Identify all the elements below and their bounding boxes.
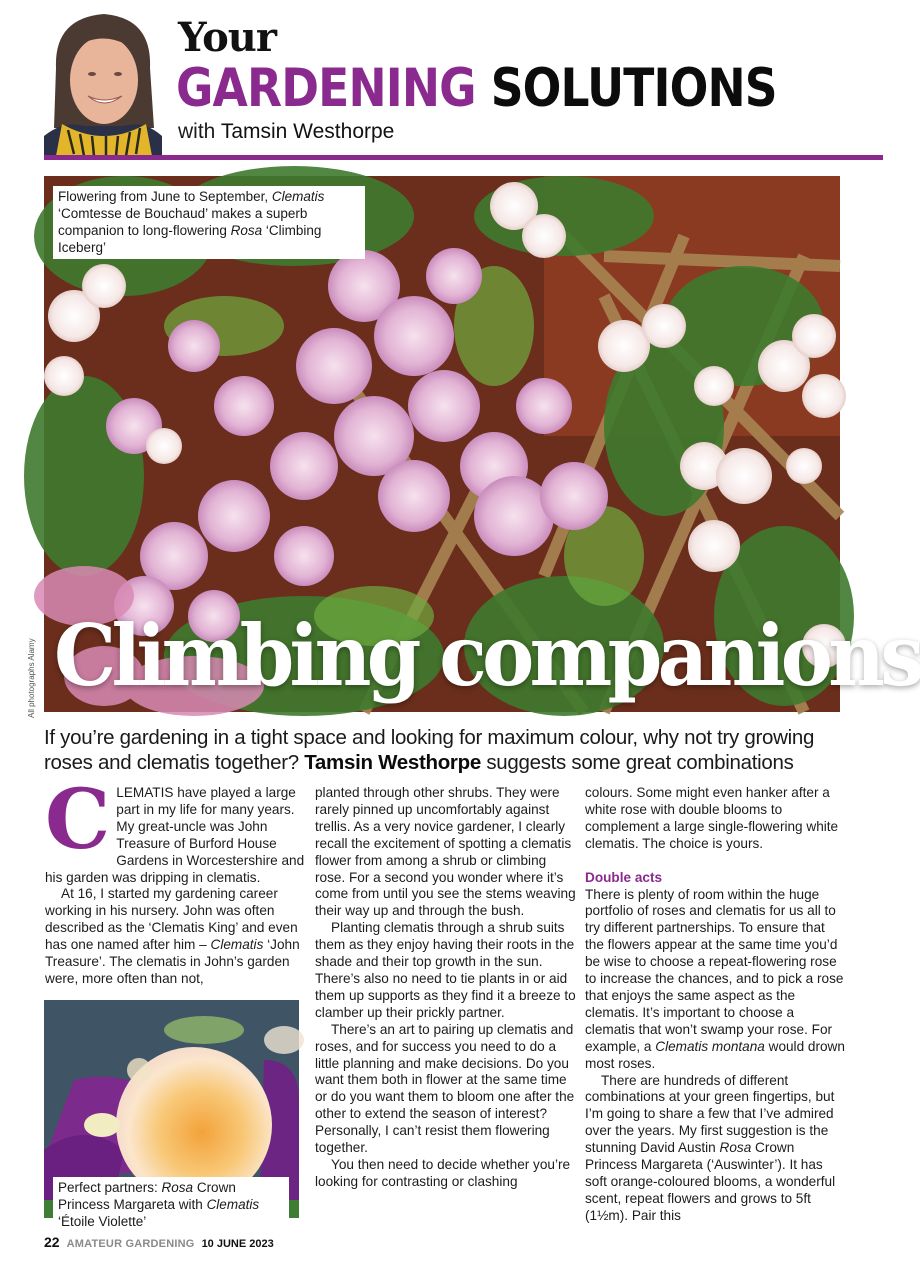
paragraph xyxy=(45,886,307,987)
hero-photo xyxy=(44,176,920,712)
author-portrait-image xyxy=(44,8,162,156)
standfirst-author: Tamsin Westhorpe xyxy=(304,751,481,774)
caption-genus: Rosa xyxy=(161,1180,194,1195)
paragraph xyxy=(45,772,307,886)
caption-genus: Rosa xyxy=(230,223,263,238)
paragraph-text: Crown Princess Margareta (‘Auswinter’). It has soft orange-coloured blooms, a wonderful scent, repeat flowers and grows to 5ft (1½m). Pair this xyxy=(585,1140,836,1223)
inset-photo xyxy=(44,1000,299,1229)
caption-genus: Clematis xyxy=(271,189,325,204)
paragraph-italic: Rosa xyxy=(719,1140,752,1156)
paragraph-italic: Clematis montana xyxy=(655,1038,765,1054)
inset-photo-caption xyxy=(53,1177,289,1232)
paragraph-italic: Clematis xyxy=(210,937,264,953)
header-title-main xyxy=(176,58,777,119)
paragraph: colours. Some might even hanker after a white rose with double blooms to complement a large single-flowering white clematis. The choice is yours. xyxy=(585,785,839,851)
subheading: Double acts xyxy=(585,869,663,885)
article-column-3 xyxy=(585,785,847,1225)
author-portrait xyxy=(44,8,162,156)
caption-text: Flowering from June to September, xyxy=(58,189,272,204)
paragraph-text: LEMATIS have played a large part in my life for many years. My great-uncle was John Treasure of Burford House Gardens in Worcestershire and his garden was dripping in clematis. xyxy=(45,785,305,885)
caption-genus: Clematis xyxy=(206,1197,260,1212)
drop-cap: C xyxy=(45,772,111,868)
paragraph-text: would drown most roses. xyxy=(585,1038,845,1071)
paragraph: You then need to decide whether you’re looking for contrasting or clashing xyxy=(315,1156,571,1189)
paragraph-text: There is plenty of room within the huge portfolio of roses and clematis for us all to try different partnerships. To ensure that the flowers appear at the same time you’d be wise to choose a repeat-flowering rose to increase the chances, and to pick a rose that enjoys the same aspect as the clematis. It’s important to choose a clematis that won’t swamp your rose. For example, a xyxy=(585,886,844,1054)
magazine-name: AMATEUR GARDENING xyxy=(66,1238,195,1250)
paragraph: There’s an art to pairing up clematis and roses, and for success you need to do a little planning and make decisions. Do you want them both in flower at the same time or do you want them to bloom one after the other to extend the season of interest? Personally, I can’t resist them flowering together. xyxy=(315,1021,575,1156)
caption-text: ‘Étoile Violette’ xyxy=(58,1214,147,1229)
page-header xyxy=(0,0,883,162)
photo-credit: All photographs Alamy xyxy=(27,638,36,718)
standfirst-text: If you’re gardening in a tight space and looking for maximum colour, why not try growing roses and clematis together? xyxy=(44,726,815,774)
page-footer xyxy=(44,1234,274,1250)
paragraph xyxy=(585,1073,847,1225)
header-byline xyxy=(178,120,394,144)
hero-photo-caption xyxy=(53,186,365,259)
byline-with: with xyxy=(178,120,216,143)
paragraph-text: At 16, I started my gardening career working in his nursery. John was often described as the ‘Clematis King’ and even has one named after him – xyxy=(45,886,298,953)
article-headline: Climbing companions xyxy=(54,606,920,705)
standfirst xyxy=(44,725,844,775)
header-divider xyxy=(44,155,883,160)
paragraph xyxy=(585,887,847,1073)
caption-text: ‘Climbing Iceberg’ xyxy=(58,223,322,255)
paragraph: Planting clematis through a shrub suits them as they enjoy having their roots in the shade and their top growth in the sun. There’s also no need to tie plants in or aid them up supports as they find it a breeze to clamber up their prickly partner. xyxy=(315,920,576,1020)
header-title-your: Your xyxy=(178,14,276,61)
article-column-2 xyxy=(315,785,577,1191)
byline-author: Tamsin Westhorpe xyxy=(220,120,395,143)
caption-text: Perfect partners: xyxy=(58,1180,162,1195)
article-column-1 xyxy=(45,772,307,988)
caption-text: ‘Comtesse de Bouchaud’ makes a superb companion to long-flowering xyxy=(58,206,308,238)
paragraph-text: There are hundreds of different combinations at your green fingertips, but I’m going to share a few that I’ve admired over the years. My first suggestion is the stunning David Austin xyxy=(585,1072,835,1156)
standfirst-text: suggests some great combinations xyxy=(480,751,794,774)
header-title-solutions: SOLUTIONS xyxy=(490,58,777,119)
caption-text: Crown Princess Margareta with xyxy=(58,1180,236,1212)
header-title-gardening: GARDENING xyxy=(176,58,476,119)
paragraph-text: ‘John Treasure’. The clematis in John’s garden were, more often than not, xyxy=(45,937,300,986)
page-number: 22 xyxy=(44,1234,60,1250)
paragraph: planted through other shrubs. They were rarely pinned up uncomfortably against trellis. As a very novice gardener, I clearly recall the excitement of spotting a clematis flower from among a shrub or climbing rose. For a second you wonder where it’s come from until you see the stems weaving their way up and through the bush. xyxy=(315,785,576,919)
issue-date: 10 JUNE 2023 xyxy=(201,1238,274,1250)
